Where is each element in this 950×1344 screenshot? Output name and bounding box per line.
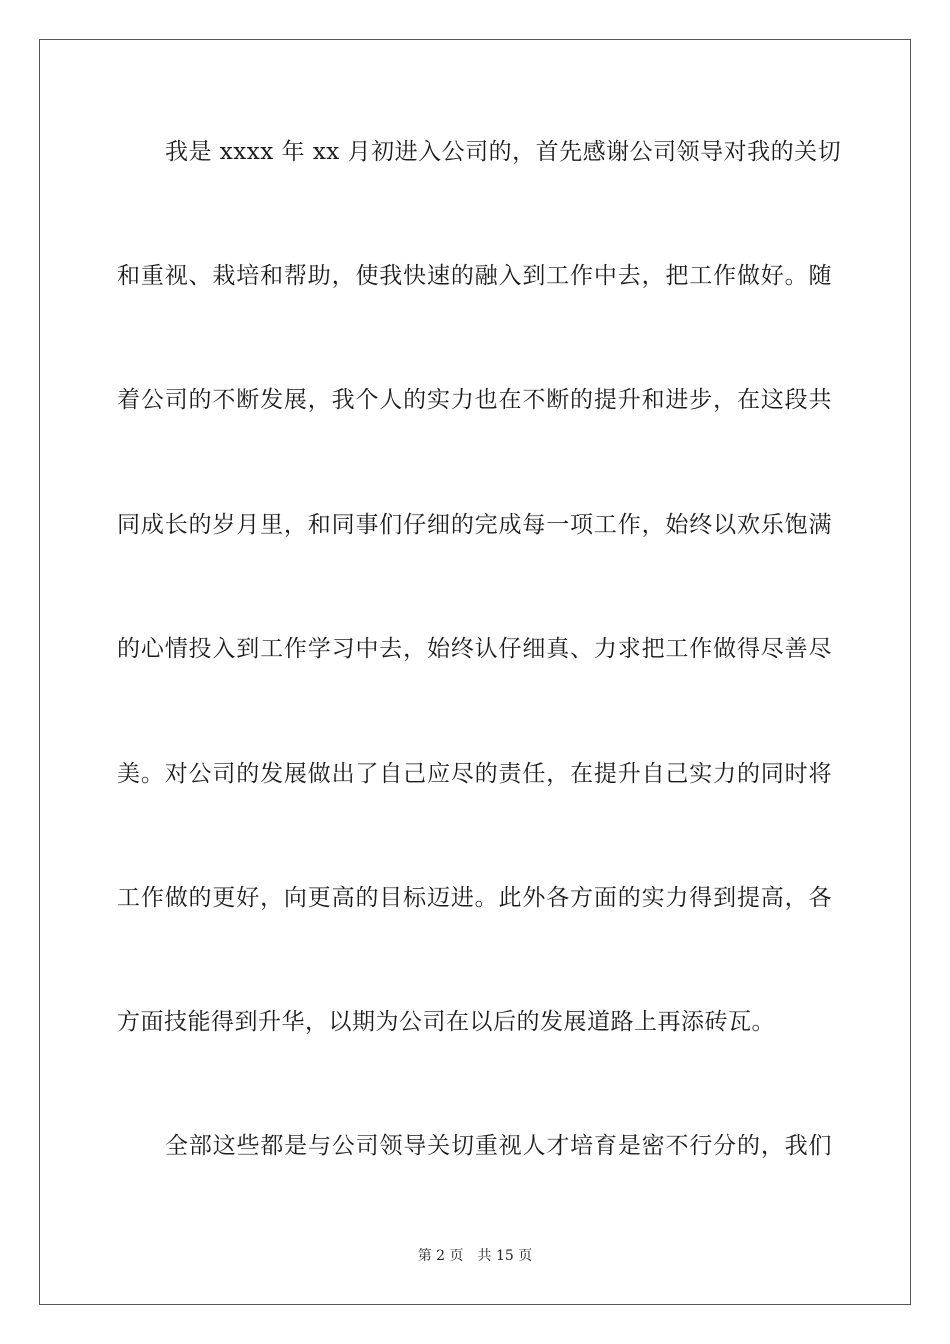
paragraph-line: 和重视、栽培和帮助，使我快速的融入到工作中去，把工作做好。随	[117, 263, 832, 289]
page-number: 第 2 页	[417, 1248, 464, 1264]
paragraph-line: 同成长的岁月里，和同事们仔细的完成每一项工作，始终以欢乐饱满	[117, 512, 832, 538]
paragraph-line: 美。对公司的发展做出了自己应尽的责任，在提升自己实力的同时将	[117, 761, 832, 787]
paragraph-line: 工作做的更好，向更高的目标迈进。此外各方面的实力得到提高，各	[117, 885, 832, 911]
page-footer	[0, 1247, 950, 1265]
paragraph-line: 的心情投入到工作学习中去，始终认仔细真、力求把工作做得尽善尽	[117, 636, 832, 662]
page-total: 共 15 页	[477, 1248, 533, 1264]
paragraph-line: 我是 xxxx 年 xx 月初进入公司的，首先感谢公司领导对我的关切	[165, 139, 842, 165]
paragraph-line: 着公司的不断发展，我个人的实力也在不断的提升和进步，在这段共	[117, 387, 832, 413]
paragraph-line: 全部这些都是与公司领导关切重视人才培育是密不行分的，我们	[165, 1133, 832, 1159]
page-frame	[39, 39, 911, 1305]
paragraph-line: 方面技能得到升华，以期为公司在以后的发展道路上再添砖瓦。	[117, 1009, 775, 1035]
